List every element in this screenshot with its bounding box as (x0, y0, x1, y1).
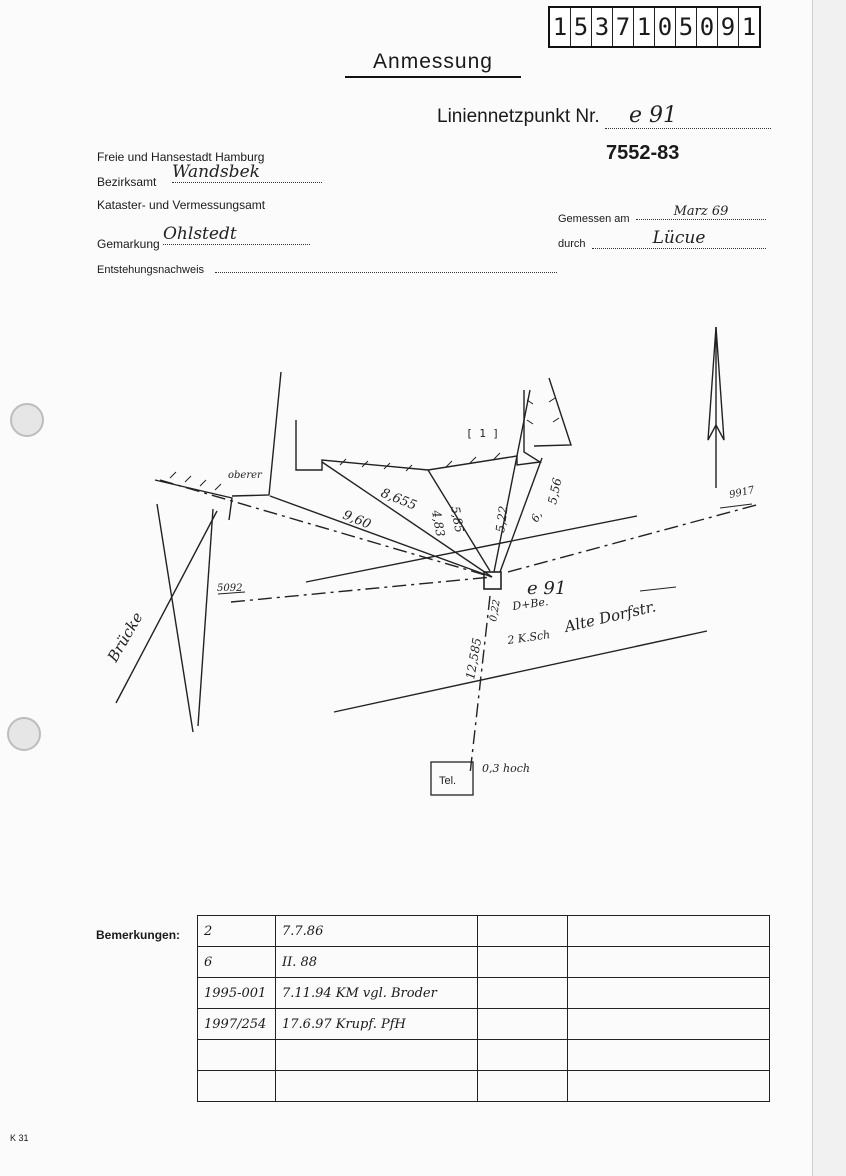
bezirksamt-label: Bezirksamt (97, 175, 157, 189)
sketch-label-483: 4,83 (429, 509, 448, 538)
north-arrow (708, 327, 724, 488)
liniennetzpunkt-label: Liniennetzpunkt Nr. (437, 106, 600, 127)
doc-digit: 9 (718, 8, 739, 46)
sketch-label-tel-height: 0,3 hoch (482, 762, 530, 775)
durch-value: Lücue (592, 228, 766, 249)
remarks-cell (276, 1040, 478, 1071)
remarks-cell (568, 1009, 770, 1040)
sketch-label-022: 0,22 (488, 598, 503, 623)
durch-label: durch (558, 238, 586, 250)
authority-line: Freie und Hansestadt Hamburg (97, 150, 265, 164)
table-row (198, 916, 770, 947)
doc-digit: 3 (592, 8, 613, 46)
bridge (116, 480, 232, 732)
sketch-label-8655: 8,655 (378, 485, 419, 514)
liniennetzpunkt-field (437, 103, 771, 129)
doc-digit: 1 (741, 13, 757, 41)
sketch-label-tel: Tel. (439, 775, 457, 787)
remarks-cell (568, 916, 770, 947)
doc-digit: 1 (634, 8, 655, 46)
document-number (548, 6, 761, 48)
remarks-cell (478, 978, 568, 1009)
remarks-cell (568, 1040, 770, 1071)
remarks-cell: 7.7.86 (276, 916, 478, 947)
remarks-label: Bemerkungen: (96, 928, 181, 942)
bezirksamt-value: Wandsbek (172, 162, 322, 183)
entstehung-label: Entstehungsnachweis (97, 264, 205, 276)
gemessen-label: Gemessen am (558, 213, 630, 225)
remarks-cell (276, 1071, 478, 1102)
remarks-cell (478, 1071, 568, 1102)
remarks-cell (568, 978, 770, 1009)
point-code: 7552-83 (606, 142, 680, 164)
sketch-label-building: [ 1 ] (466, 427, 500, 440)
doc-digit: 0 (655, 8, 676, 46)
remarks-cell (568, 1071, 770, 1102)
building-outline (232, 372, 571, 496)
doc-digit: 7 (613, 8, 634, 46)
doc-digit: 0 (697, 8, 718, 46)
remarks-cell (198, 1040, 276, 1071)
remarks-cell: II. 88 (276, 947, 478, 978)
remarks-cell (478, 947, 568, 978)
liniennetzpunkt-value: e 91 (605, 103, 771, 129)
table-row (198, 978, 770, 1009)
dimension-tick (640, 587, 676, 591)
remarks-cell: 6 (198, 947, 276, 978)
sketch-label-6: 6, (528, 508, 545, 525)
sketch-label-585: 5,85 (448, 505, 467, 534)
remarks-cell: 17.6.97 Krupf. PfH (276, 1009, 478, 1040)
remarks-cell (478, 1009, 568, 1040)
remarks-cell: 2 (198, 916, 276, 947)
remarks-cell: 1997/254 (198, 1009, 276, 1040)
sketch-label-bruecke: Brücke (103, 609, 147, 665)
doc-digit: 5 (676, 8, 697, 46)
gemessen-value: Marz 69 (636, 204, 766, 220)
sketch-label-e91: e 91 (527, 578, 567, 599)
gemarkung-label: Gemarkung (97, 237, 160, 251)
sketch-label-9917: 9917 (728, 484, 756, 501)
table-row (198, 1009, 770, 1040)
form-code: K 31 (10, 1133, 29, 1143)
measure-lines (270, 390, 542, 577)
doc-digit: 1 (550, 8, 571, 46)
sketch-label-ksch: 2 K.Sch (506, 628, 551, 647)
survey-sketch (0, 300, 812, 800)
remarks-cell: 7.11.94 KM vgl. Broder (276, 978, 478, 1009)
sketch-label-960: 9,60 (340, 507, 373, 533)
table-row (198, 1071, 770, 1102)
sketch-label-oberer: oberer (228, 470, 262, 481)
document-title: Anmessung (345, 50, 521, 78)
gemarkung-value: Ohlstedt (163, 224, 310, 245)
sketch-label-5092: 5092 (217, 583, 243, 594)
remarks-cell (478, 916, 568, 947)
doc-digit: 5 (571, 8, 592, 46)
sketch-label-12585: 12,585 (463, 636, 485, 681)
remarks-cell: 1995-001 (198, 978, 276, 1009)
table-row (198, 1040, 770, 1071)
entstehung-line (215, 262, 557, 273)
kataster-line: Kataster- und Vermessungsamt (97, 198, 266, 212)
table-row (198, 947, 770, 978)
remarks-table (197, 915, 770, 1102)
remarks-cell (568, 947, 770, 978)
sketch-label-522: 5,22 (493, 505, 511, 534)
sketch-label-street: Alte Dorfstr. (562, 597, 658, 636)
remarks-cell (198, 1071, 276, 1102)
sketch-label-d-be: D+Be. (511, 595, 550, 613)
sketch-label-556: 5,56 (545, 476, 565, 506)
remarks-cell (478, 1040, 568, 1071)
